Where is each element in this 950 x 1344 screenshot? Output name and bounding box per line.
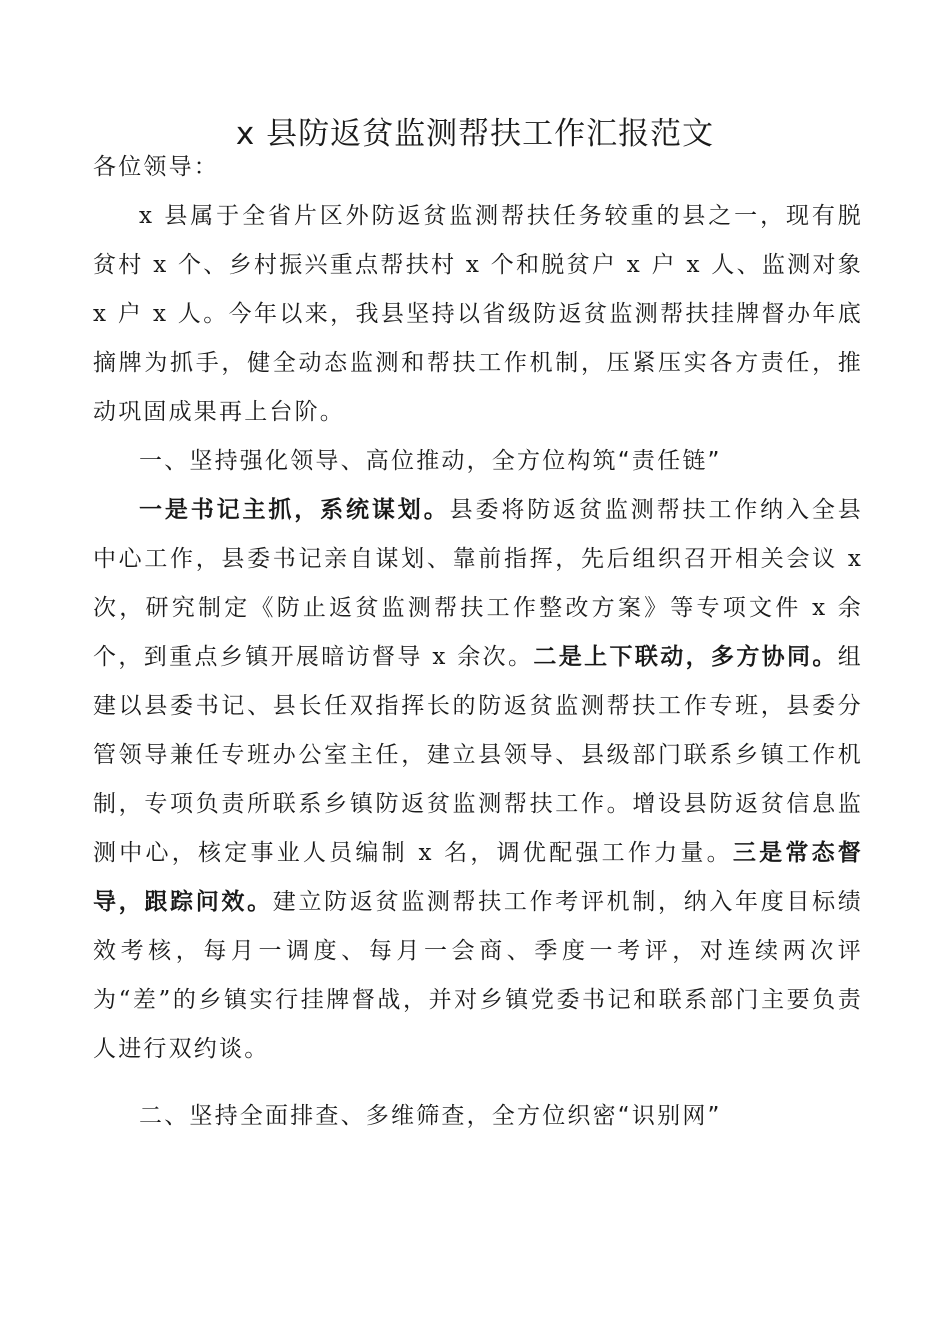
salutation: 各位领导： [93,154,219,180]
intro-paragraph: x 县属于全省片区外防返贫监测帮扶任务较重的县之一，现有脱贫村 x 个、乡村振兴重点帮扶村 x 个和脱贫户 x 户 x 人、监测对象 x 户 x 人。今年以来，我县坚持以省级防返贫监测帮扶挂牌督办年底摘牌为抓手，健全动态监测和帮扶工作机制，压紧压实各方责任，推动巩固成果再上台阶。 [93,203,863,425]
point-3-text: 建立防返贫监测帮扶工作考评机制，纳入年度目标绩效考核，每月一调度、每月一会商、季度一考评，对连续两次评为“差”的乡镇实行挂牌督战，并对乡镇党委书记和联系部门主要负责人进行双约谈。 [93,889,863,1062]
section-1-paragraph [93,486,863,1074]
point-1-text: 县委将防返贫监测帮扶工作纳入全县中心工作，县委书记亲自谋划、靠前指挥，先后组织召开相关会议 x 次，研究制定《防止返贫监测帮扶工作整改方案》等专项文件 x 余个，到重点乡镇开展暗访督导 x 余次。 [93,497,863,670]
lead-point-1: 一是书记主抓，系统谋划。 [139,497,450,523]
document-body [93,143,863,1141]
lead-point-3: 三是常态督导，跟踪问效。 [93,840,864,915]
section-2-heading: 二、坚持全面排查、多维筛查，全方位织密“识别网” [139,1103,722,1129]
document-title: x 县防返贫监测帮扶工作汇报范文 [235,116,715,152]
lead-point-2: 二是上下联动，多方协同。 [533,644,838,670]
point-2-text: 组建以县委书记、县长任双指挥长的防返贫监测帮扶工作专班，县委分管领导兼任专班办公室主任，建立县领导、县级部门联系乡镇工作机制，专项负责所联系乡镇防返贫监测帮扶工作。增设县防返贫信息监测中心，核定事业人员编制 x 名，调优配强工作力量。 [93,644,863,866]
section-1-heading: 一、坚持强化领导、高位推动，全方位构筑“责任链” [139,448,722,474]
